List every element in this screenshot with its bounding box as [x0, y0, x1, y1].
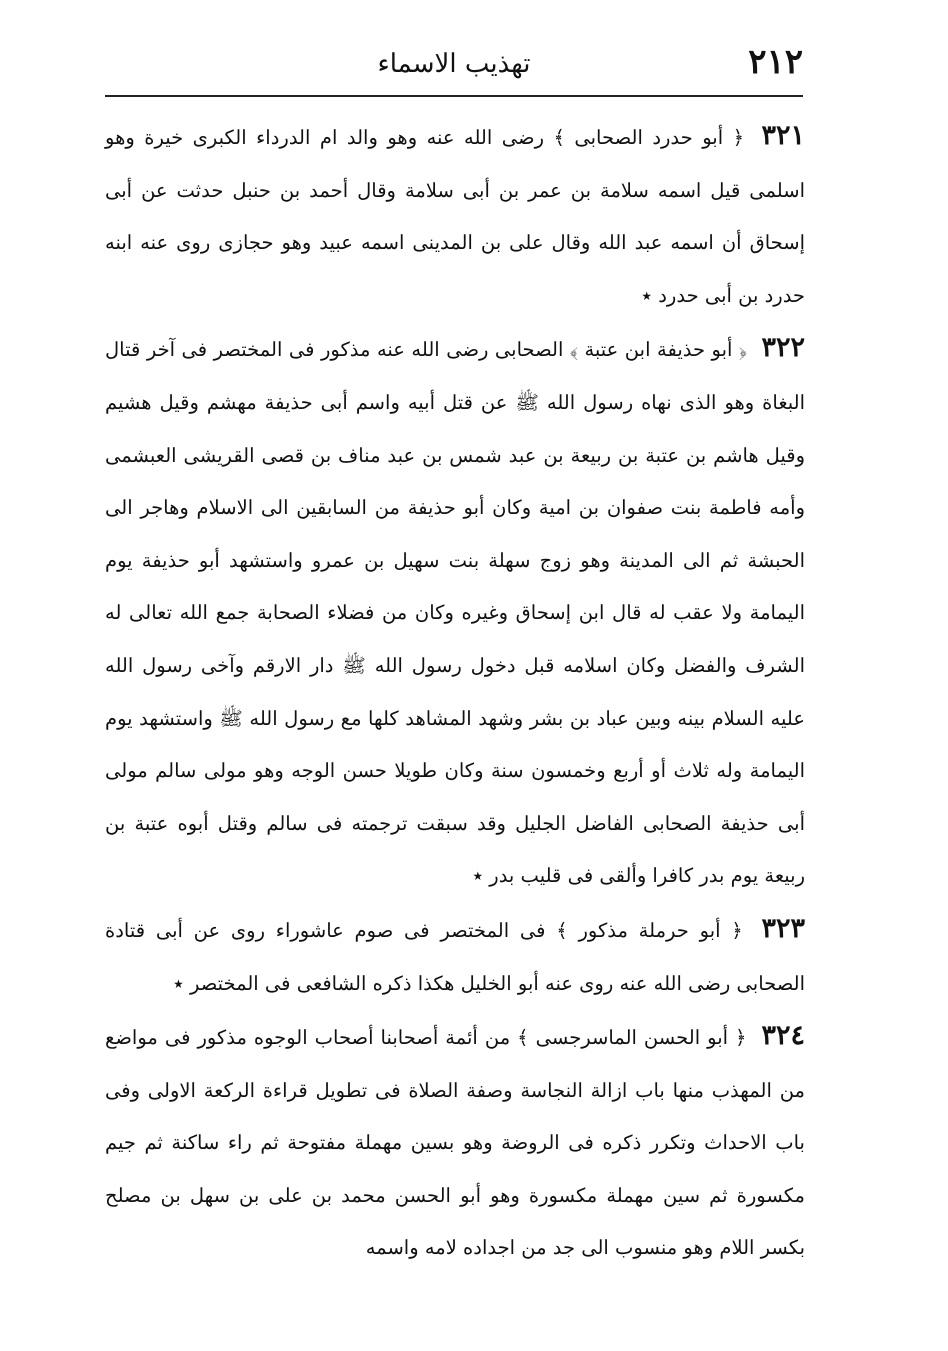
entry-324 [105, 1010, 805, 1275]
page-body [105, 110, 805, 1275]
entry-322 [105, 322, 805, 903]
header-divider [105, 95, 803, 97]
entry-number: ٣٢٢ [761, 332, 806, 364]
entry-321 [105, 110, 805, 322]
entry-323 [105, 903, 805, 1010]
page-header [105, 40, 803, 90]
entry-heading: ﴿ أبو حذيفة ابن عتبة ﴾ [569, 338, 747, 362]
entry-number: ٣٢٣ [761, 912, 806, 944]
entry-text: فى المختصر فى صوم عاشوراء روى عن أبى قتادة الصحابى رضى الله عنه روى عنه أبو الخليل هكذا ذكره الشافعى فى المختصر ٭ [105, 918, 805, 995]
running-title: تهذيب الاسماء [377, 49, 531, 79]
entry-number: ٣٢٤ [761, 1020, 805, 1052]
entry-text: من أئمة أصحابنا أصحاب الوجوه مذكور فى مواضع من المهذب منها باب ازالة النجاسة وصفة الصلاة فى تطويل قراءة الركعة الاولى وفى باب الاحداث وتكرر ذكره فى الروضة وهو بسين مهملة مفتوحة ثم راء ساكنة ثم جيم مكسورة ثم سين مهملة مكسورة وهو أبو الحسن محمد بن على بن سهل بن مصلح بكسر اللام وهو منسوب الى جد من اجداده لامه واسمه [105, 1026, 805, 1260]
entry-heading: ﴿ أبو الحسن الماسرجسى ﴾ [517, 1026, 747, 1050]
entry-number: ٣٢١ [761, 120, 806, 151]
page-number: ٢١٢ [748, 42, 803, 82]
entry-text: الصحابى رضى الله عنه مذكور فى المختصر فى آخر قتال البغاة وهو الذى نهاه رسول الله ﷺ عن قتل أبيه واسم أبى حذيفة مهشم وقيل هشيم وقيل هاشم بن عتبة بن ربيعة بن عبد شمس بن عبد مناف بن قصى القريشى العبشمى وأمه فاطمة بنت صفوان بن امية وكان أبو حذيفة من السابقين الى الاسلام وهاجر الى الحبشة ثم الى المدينة وهو زوج سهلة بنت سهيل بن عمرو واستشهد أبو حذيفة يوم اليمامة ولا عقب له قال ابن إسحاق وغيره وكان من فضلاء الصحابة جمع الله تعالى له الشرف والفضل وكان اسلامه قبل دخول رسول الله ﷺ دار الارقم وآخى رسول الله عليه السلام بينه وبين عباد بن بشر وشهد المشاهد كلها مع رسول الله ﷺ واستشهد يوم اليمامة وله ثلاث أو أربع وخمسون سنة وكان طويلا حسن الوجه وهو مولى سالم مولى أبى حذيفة الصحابى الفاضل الجليل وقد سبقت ترجمته فى سالم وقتل أبوه عتبة بن ربيعة يوم بدر كافرا وألقى فى قليب بدر ٭ [105, 338, 806, 888]
entry-text: رضى الله عنه وهو والد ام الدرداء الكبرى خيرة وهو اسلمى قيل اسمه سلامة بن عمر بن أبى سلامة وقال أحمد بن حنبل حدثت عن أبى إسحاق أن اسمه عبد الله وقال على بن المدينى اسمه عبيد وهو حجازى روى عنه ابنه حدرد بن أبى حدرد ٭ [105, 126, 805, 307]
entry-heading: ﴿ أبو حدرد الصحابى ﴾ [553, 126, 745, 149]
entry-heading: ﴿ أبو حرملة مذكور ﴾ [556, 918, 743, 942]
